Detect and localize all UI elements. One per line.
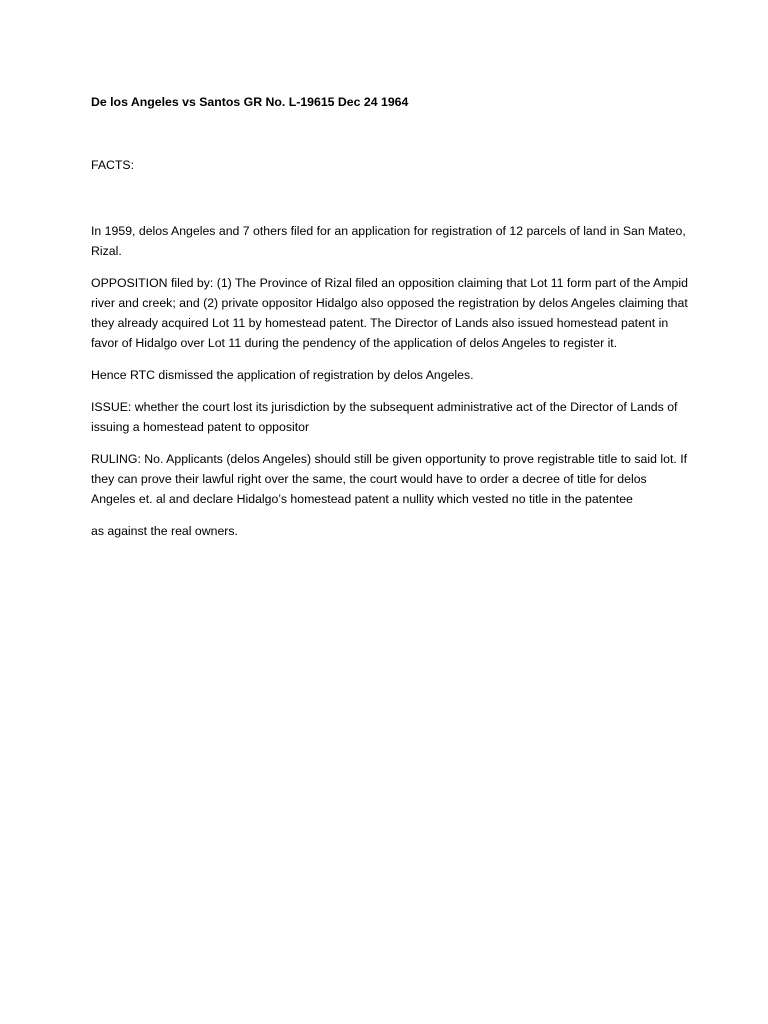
- paragraph-background: In 1959, delos Angeles and 7 others filed for an application for registration of 12 parcels of land in San Mateo, Rizal.: [91, 224, 686, 258]
- paragraph-opposition: OPPOSITION filed by: (1) The Province of Rizal filed an opposition claiming that Lot 11 form part of the Ampid river and creek; and (2) private oppositor Hidalgo also opposed the registration by delos Angeles claiming that they already acquired Lot 11 by homestead patent. The Director of Lands also issued homestead patent in favor of Hidalgo over Lot 11 during the pendency of the application of delos Angeles to register it.: [91, 276, 688, 350]
- document-body: [91, 94, 691, 541]
- paragraph-ruling-continued: as against the real owners.: [91, 524, 238, 538]
- facts-heading: FACTS:: [91, 158, 135, 172]
- paragraph-rtc-dismissal: Hence RTC dismissed the application of registration by delos Angeles.: [91, 368, 474, 382]
- document-title: De los Angeles vs Santos GR No. L-19615 Dec 24 1964: [91, 95, 409, 109]
- paragraph-ruling: RULING: No. Applicants (delos Angeles) should still be given opportunity to prove registrable title to said lot. If they can prove their lawful right over the same, the court would have to order a decree of title for delos Angeles et. al and declare Hidalgo’s homestead patent a nullity which vested no title in the patentee: [91, 452, 688, 506]
- paragraph-issue: ISSUE: whether the court lost its jurisdiction by the subsequent administrative act of the Director of Lands of issuing a homestead patent to oppositor: [91, 400, 678, 434]
